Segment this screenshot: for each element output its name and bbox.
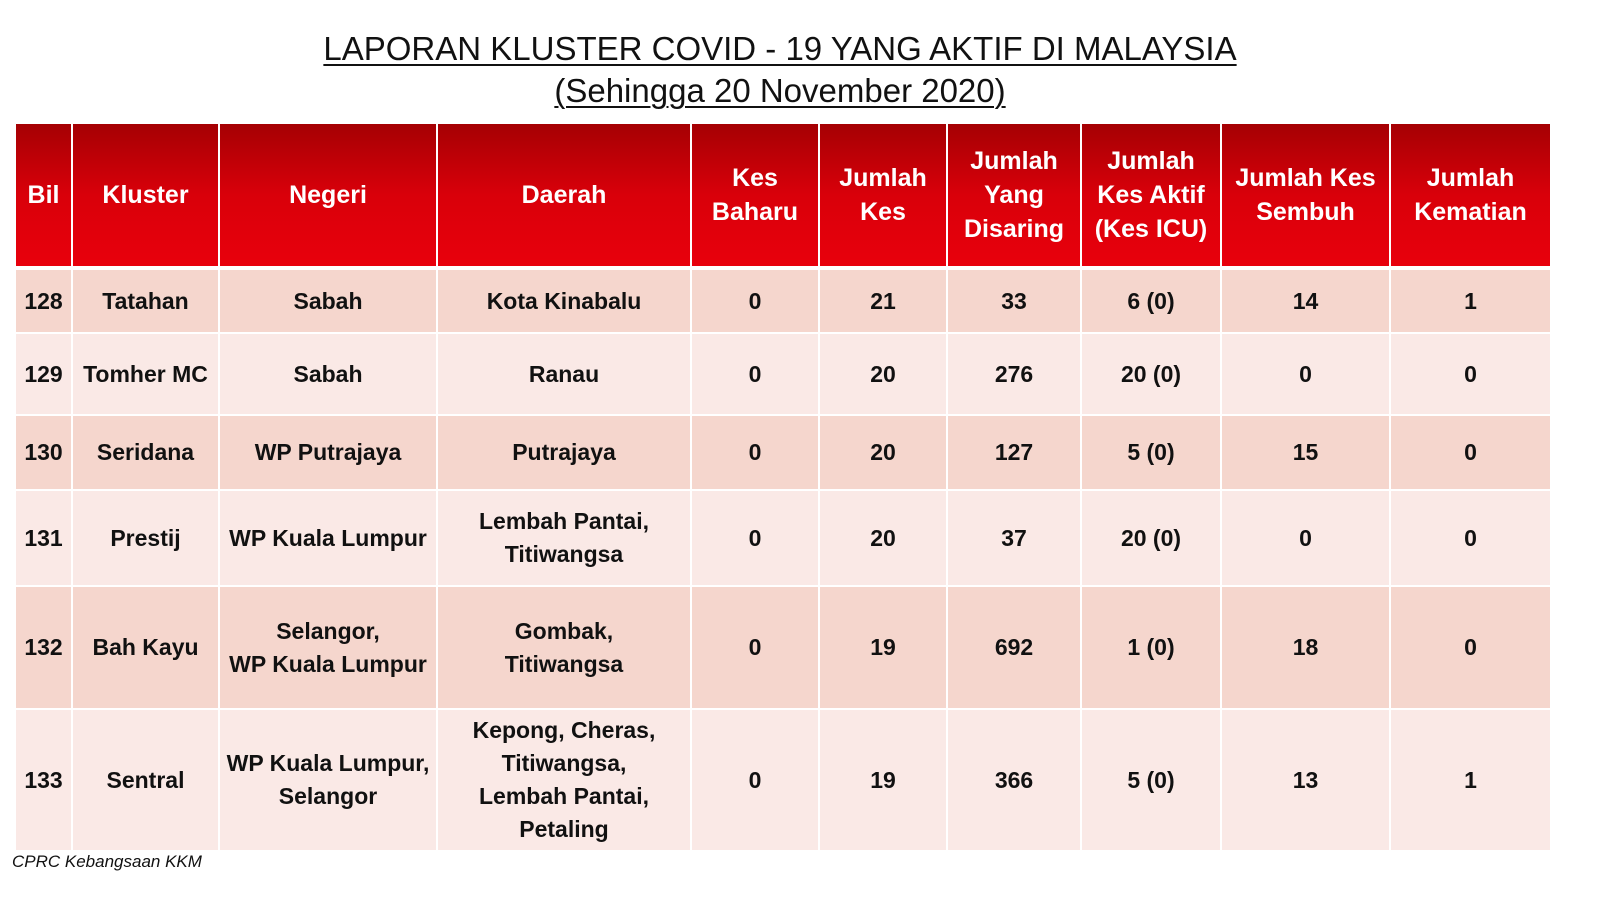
header-jumlah-kes-aktif <box>1081 123 1221 268</box>
cluster-table <box>14 122 1552 852</box>
cell-jumlah-kes: 19 <box>819 709 947 851</box>
header-negeri: Negeri <box>219 123 437 268</box>
cell-jumlah-kes: 20 <box>819 415 947 490</box>
cell-negeri <box>219 709 437 851</box>
cell-text: WP Kuala Lumpur <box>229 524 427 551</box>
report-title <box>0 28 1560 112</box>
cell-kluster: Tatahan <box>72 268 219 333</box>
header-text: Yang <box>984 181 1044 209</box>
cell-kes-sembuh: 13 <box>1221 709 1390 851</box>
cell-kes-aktif: 5 (0) <box>1081 709 1221 851</box>
cell-text: Selangor <box>278 783 378 809</box>
cell-text: Lembah Pantai, <box>479 783 649 809</box>
cell-bil: 129 <box>15 333 72 415</box>
cell-kes-baharu: 0 <box>691 709 819 851</box>
cell-kes-baharu: 0 <box>691 333 819 415</box>
cell-kes-sembuh: 18 <box>1221 586 1390 709</box>
cell-bil: 133 <box>15 709 72 851</box>
source-note: CPRC Kebangsaan KKM <box>12 852 202 871</box>
cell-bil: 130 <box>15 415 72 490</box>
cell-kematian: 0 <box>1390 333 1551 415</box>
cell-text: Gombak, <box>514 617 614 644</box>
cell-negeri <box>219 268 437 333</box>
title-line-2: (Sehingga 20 November 2020) <box>554 72 1006 109</box>
cell-kes-baharu: 0 <box>691 415 819 490</box>
cell-jumlah-disaring: 37 <box>947 490 1081 586</box>
table-row <box>15 415 1551 490</box>
cell-kematian: 1 <box>1390 268 1551 333</box>
cell-text: WP Kuala Lumpur <box>229 650 427 677</box>
cell-bil: 132 <box>15 586 72 709</box>
header-bil: Bil <box>15 123 72 268</box>
cell-kluster: Tomher MC <box>72 333 219 415</box>
cell-daerah <box>437 415 691 490</box>
cell-kematian: 0 <box>1390 490 1551 586</box>
cell-jumlah-kes: 20 <box>819 490 947 586</box>
header-jumlah-disaring <box>947 123 1081 268</box>
header-kes-baharu <box>691 123 819 268</box>
cell-kes-sembuh: 0 <box>1221 490 1390 586</box>
cell-kes-aktif: 20 (0) <box>1081 490 1221 586</box>
cell-kes-sembuh: 14 <box>1221 268 1390 333</box>
cell-text: Lembah Pantai, <box>479 508 649 534</box>
cell-daerah <box>437 586 691 709</box>
cell-text: Putrajaya <box>512 439 616 465</box>
header-text: Jumlah <box>970 147 1058 175</box>
cell-bil: 131 <box>15 490 72 586</box>
table-row <box>15 333 1551 415</box>
table-row <box>15 490 1551 586</box>
cell-text: WP Kuala Lumpur, <box>226 750 430 776</box>
cell-kes-aktif: 5 (0) <box>1081 415 1221 490</box>
header-text: Jumlah Kes <box>1235 164 1376 192</box>
cell-kluster: Sentral <box>72 709 219 851</box>
cell-daerah <box>437 333 691 415</box>
cell-kematian: 0 <box>1390 586 1551 709</box>
table-header-row <box>15 123 1551 268</box>
cell-negeri <box>219 333 437 415</box>
header-text: Jumlah <box>1426 164 1515 192</box>
cell-negeri <box>219 415 437 490</box>
header-text: Kes Aktif <box>1097 181 1205 209</box>
cell-text: Sabah <box>293 287 363 314</box>
cell-text: Petaling <box>519 816 609 842</box>
cell-text: Kepong, Cheras, <box>472 717 656 743</box>
cell-kes-baharu: 0 <box>691 268 819 333</box>
cell-jumlah-disaring: 127 <box>947 415 1081 490</box>
cell-daerah <box>437 490 691 586</box>
cell-kes-aktif: 6 (0) <box>1081 268 1221 333</box>
cell-text: Selangor, <box>276 617 380 644</box>
cell-kes-sembuh: 15 <box>1221 415 1390 490</box>
header-text: Baharu <box>711 198 799 226</box>
cell-negeri <box>219 490 437 586</box>
header-text: (Kes ICU) <box>1094 215 1208 243</box>
header-text: Kematian <box>1414 198 1527 226</box>
cell-jumlah-kes: 19 <box>819 586 947 709</box>
cell-kes-baharu: 0 <box>691 586 819 709</box>
cell-jumlah-kes: 21 <box>819 268 947 333</box>
cell-jumlah-disaring: 366 <box>947 709 1081 851</box>
cell-kematian: 1 <box>1390 709 1551 851</box>
cell-text: Kota Kinabalu <box>486 287 642 314</box>
cell-text: Titiwangsa, <box>501 750 627 776</box>
cell-jumlah-kes: 20 <box>819 333 947 415</box>
cell-text: Ranau <box>528 360 600 387</box>
header-text: Sembuh <box>1256 198 1355 226</box>
cell-kluster: Prestij <box>72 490 219 586</box>
cell-kes-aktif: 1 (0) <box>1081 586 1221 709</box>
header-text: Jumlah <box>1107 147 1195 175</box>
header-jumlah-kes-sembuh <box>1221 123 1390 268</box>
cell-text: WP Putrajaya <box>254 439 402 465</box>
header-text: Kes <box>732 164 778 192</box>
header-jumlah-kematian <box>1390 123 1551 268</box>
cell-kes-aktif: 20 (0) <box>1081 333 1221 415</box>
header-kluster: Kluster <box>72 123 219 268</box>
cell-text: Titiwangsa <box>504 541 624 567</box>
cell-daerah <box>437 709 691 851</box>
cell-kematian: 0 <box>1390 415 1551 490</box>
header-text: Kes <box>860 198 906 226</box>
cell-jumlah-disaring: 692 <box>947 586 1081 709</box>
cell-kluster: Bah Kayu <box>72 586 219 709</box>
header-daerah: Daerah <box>437 123 691 268</box>
cell-kes-sembuh: 0 <box>1221 333 1390 415</box>
cell-text: Sabah <box>293 360 363 387</box>
header-text: Disaring <box>963 215 1065 243</box>
cell-daerah <box>437 268 691 333</box>
header-text: Jumlah <box>839 164 927 192</box>
table-row <box>15 586 1551 709</box>
cell-jumlah-disaring: 33 <box>947 268 1081 333</box>
cell-jumlah-disaring: 276 <box>947 333 1081 415</box>
cell-bil: 128 <box>15 268 72 333</box>
cell-kes-baharu: 0 <box>691 490 819 586</box>
cell-kluster: Seridana <box>72 415 219 490</box>
cell-negeri <box>219 586 437 709</box>
table-row <box>15 709 1551 851</box>
header-jumlah-kes <box>819 123 947 268</box>
cell-text: Titiwangsa <box>504 650 624 677</box>
table-row <box>15 268 1551 333</box>
title-line-1: LAPORAN KLUSTER COVID - 19 YANG AKTIF DI MALAYSIA <box>323 30 1237 67</box>
